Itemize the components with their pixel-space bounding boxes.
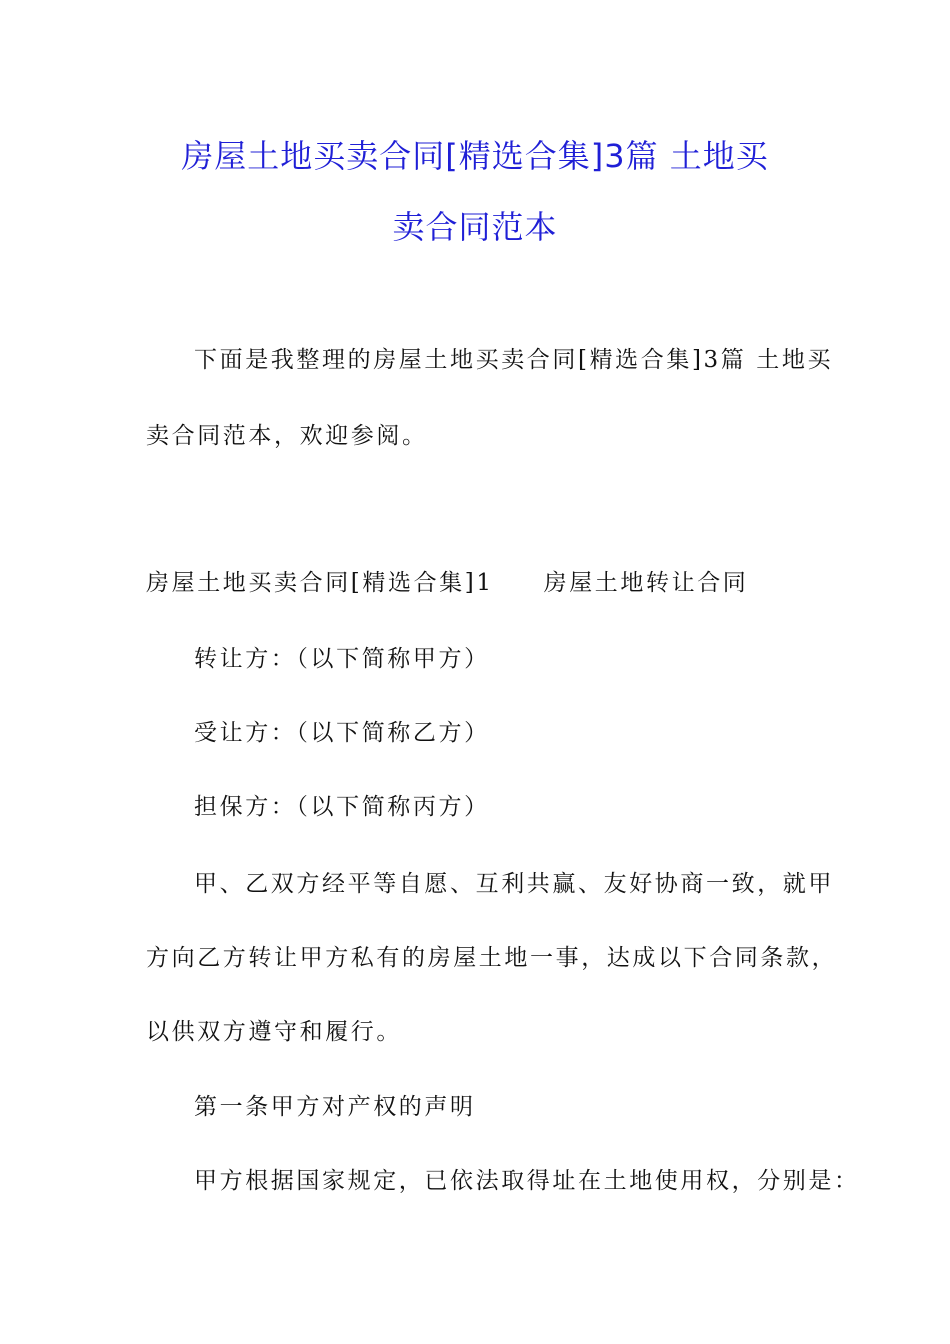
agreement-paragraph-line-1: 甲、乙双方经平等自愿、互利共赢、友好协商一致，就甲 bbox=[194, 871, 834, 897]
article-1-line-1: 甲方根据国家规定，已依法取得址在土地使用权，分别是： bbox=[194, 1168, 860, 1194]
document-title-line-1: 房屋土地买卖合同[精选合集]3篇 土地买 bbox=[181, 137, 769, 175]
intro-paragraph-line-1: 下面是我整理的房屋土地买卖合同[精选合集]3篇 土地买 bbox=[194, 347, 834, 373]
section-heading-subtitle: 房屋土地转让合同 bbox=[543, 570, 749, 596]
article-1-heading: 第一条甲方对产权的声明 bbox=[194, 1094, 476, 1120]
transferee-line: 受让方：（以下简称乙方） bbox=[194, 720, 490, 746]
section-heading-number: 房屋土地买卖合同[精选合集]1 bbox=[146, 570, 494, 596]
agreement-paragraph-line-3: 以供双方遵守和履行。 bbox=[146, 1019, 402, 1045]
agreement-paragraph-line-2: 方向乙方转让甲方私有的房屋土地一事，达成以下合同条款， bbox=[146, 945, 838, 971]
document-title-line-2: 卖合同范本 bbox=[392, 208, 558, 246]
transferor-line: 转让方：（以下简称甲方） bbox=[194, 646, 490, 672]
intro-paragraph-line-2: 卖合同范本，欢迎参阅。 bbox=[146, 423, 428, 449]
guarantor-line: 担保方：（以下简称丙方） bbox=[194, 794, 490, 820]
section-heading bbox=[146, 568, 748, 598]
